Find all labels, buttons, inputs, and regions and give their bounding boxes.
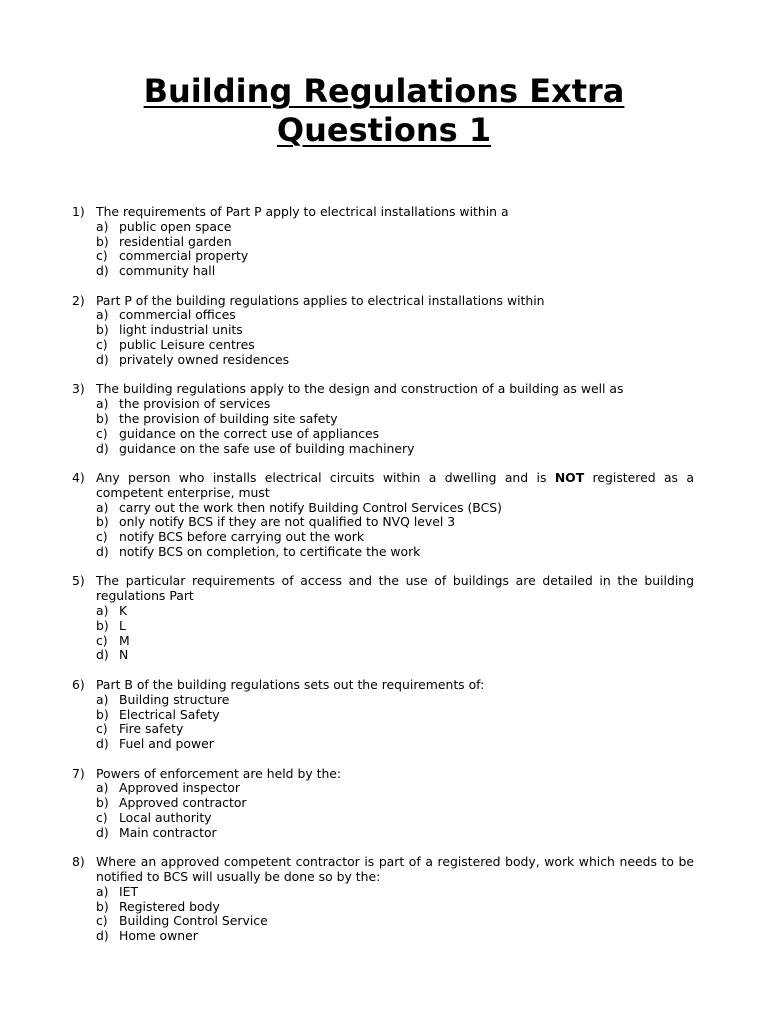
- question-number: 5): [72, 573, 85, 589]
- answer-option: [0, 530, 768, 545]
- option-text: guidance on the safe use of building machinery: [119, 440, 415, 456]
- question-4: [0, 471, 768, 560]
- answer-option: [0, 353, 768, 368]
- option-text: only notify BCS if they are not qualified to NVQ level 3: [119, 514, 456, 530]
- option-text: Electrical Safety: [119, 706, 220, 722]
- answer-option: [0, 900, 768, 915]
- option-letter: c): [96, 721, 108, 737]
- option-letter: b): [96, 898, 109, 914]
- option-letter: b): [96, 233, 109, 249]
- answer-option: [0, 708, 768, 723]
- option-letter: c): [96, 913, 108, 929]
- option-text: Fuel and power: [119, 736, 214, 752]
- question-text: Powers of enforcement are held by the:: [96, 765, 342, 781]
- option-text: IET: [119, 883, 139, 899]
- option-letter: c): [96, 632, 108, 648]
- question-number: 1): [72, 204, 85, 219]
- option-text: L: [119, 617, 126, 633]
- question-text: [96, 471, 694, 501]
- question-text: Part B of the building regulations sets out the requirements of:: [96, 676, 485, 692]
- option-text: the provision of building site safety: [119, 410, 338, 426]
- question-number: 7): [72, 765, 85, 781]
- answer-option: [0, 722, 768, 737]
- question-3: [0, 382, 768, 456]
- option-text: K: [119, 603, 128, 619]
- option-text: the provision of services: [119, 396, 271, 412]
- question-text: Where an approved competent contractor is part of a registered body, work which needs to be notified to BCS will usually be done so by the:: [96, 854, 694, 885]
- option-text: M: [119, 632, 130, 648]
- option-letter: d): [96, 647, 109, 663]
- option-letter: d): [96, 263, 109, 279]
- question-number: 8): [72, 854, 85, 870]
- question-7: [0, 767, 768, 841]
- answer-option: [0, 545, 768, 560]
- option-text: Local authority: [119, 810, 212, 826]
- option-text: Building Control Service: [119, 913, 268, 929]
- answer-option: [0, 338, 768, 353]
- option-text: community hall: [119, 263, 216, 279]
- answer-option: [0, 648, 768, 663]
- option-text: Approved inspector: [119, 780, 240, 796]
- option-letter: c): [96, 425, 108, 441]
- option-letter: b): [96, 410, 109, 426]
- option-text: notify BCS before carrying out the work: [119, 529, 364, 545]
- question-8: [0, 855, 768, 944]
- answer-option: [0, 604, 768, 619]
- option-letter: c): [96, 529, 108, 545]
- option-text: commercial property: [119, 248, 249, 264]
- question-text: The requirements of Part P apply to electrical installations within a: [96, 204, 509, 219]
- answer-option: [0, 737, 768, 752]
- answer-option: [0, 811, 768, 826]
- answer-option: [0, 914, 768, 929]
- option-text: Fire safety: [119, 721, 184, 737]
- option-letter: c): [96, 248, 108, 264]
- option-letter: a): [96, 691, 109, 707]
- answer-option: [0, 308, 768, 323]
- question-number: 2): [72, 292, 85, 308]
- question-1: [0, 205, 768, 279]
- question-list: [0, 205, 768, 959]
- answer-option: [0, 693, 768, 708]
- option-text: guidance on the correct use of appliances: [119, 425, 380, 441]
- answer-option: [0, 929, 768, 944]
- option-letter: b): [96, 514, 109, 530]
- option-letter: c): [96, 810, 108, 826]
- option-letter: d): [96, 440, 109, 456]
- question-2: [0, 294, 768, 368]
- answer-option: [0, 826, 768, 841]
- question-number: 6): [72, 676, 85, 692]
- question-emphasis: NOT: [554, 470, 585, 486]
- option-letter: a): [96, 603, 109, 619]
- answer-option: [0, 885, 768, 900]
- answer-option: [0, 249, 768, 264]
- question-number: 3): [72, 381, 85, 397]
- answer-option: [0, 427, 768, 442]
- answer-option: [0, 796, 768, 811]
- option-letter: a): [96, 499, 109, 515]
- option-text: Home owner: [119, 928, 198, 944]
- option-text: N: [119, 647, 129, 663]
- answer-option: [0, 501, 768, 516]
- answer-option: [0, 619, 768, 634]
- answer-option: [0, 323, 768, 338]
- option-letter: d): [96, 544, 109, 559]
- answer-option: [0, 397, 768, 412]
- option-letter: b): [96, 617, 109, 633]
- answer-option: [0, 235, 768, 250]
- answer-option: [0, 264, 768, 279]
- question-text: The particular requirements of access and the use of buildings are detailed in the building regulations Part: [96, 573, 694, 604]
- option-text: public Leisure centres: [119, 337, 255, 353]
- option-letter: a): [96, 218, 109, 234]
- option-letter: b): [96, 322, 109, 338]
- answer-option: [0, 220, 768, 235]
- option-letter: c): [96, 337, 108, 353]
- option-letter: d): [96, 824, 109, 840]
- option-text: Registered body: [119, 898, 220, 914]
- option-letter: b): [96, 795, 109, 811]
- option-letter: a): [96, 307, 109, 323]
- document-title-line-2: Questions 1: [276, 111, 492, 149]
- option-letter: a): [96, 883, 109, 899]
- answer-option: [0, 412, 768, 427]
- option-text: notify BCS on completion, to certificate the work: [119, 544, 421, 559]
- option-letter: a): [96, 780, 109, 796]
- question-6: [0, 678, 768, 752]
- option-letter: d): [96, 736, 109, 752]
- option-text: light industrial units: [119, 322, 243, 338]
- option-text: Building structure: [119, 691, 230, 707]
- document-title-line-1: Building Regulations Extra: [143, 72, 625, 110]
- question-number: 4): [72, 470, 85, 486]
- option-letter: a): [96, 396, 109, 412]
- question-text: The building regulations apply to the design and construction of a building as well as: [96, 381, 624, 397]
- option-text: Approved contractor: [119, 795, 247, 811]
- option-text: carry out the work then notify Building Control Services (BCS): [119, 499, 502, 515]
- answer-option: [0, 634, 768, 649]
- option-text: commercial offices: [119, 307, 236, 323]
- answer-option: [0, 515, 768, 530]
- option-text: privately owned residences: [119, 351, 290, 367]
- answer-option: [0, 781, 768, 796]
- question-text-part: registered as a competent enterprise, must: [96, 470, 694, 500]
- option-text: public open space: [119, 218, 232, 234]
- option-letter: b): [96, 706, 109, 722]
- option-letter: d): [96, 928, 109, 944]
- answer-option: [0, 442, 768, 457]
- question-text: Part P of the building regulations applies to electrical installations within: [96, 292, 545, 308]
- question-text-part: Any person who installs electrical circuits within a dwelling and is: [96, 470, 555, 486]
- option-text: residential garden: [119, 233, 232, 249]
- option-text: Main contractor: [119, 824, 217, 840]
- question-5: [0, 574, 768, 663]
- option-letter: d): [96, 351, 109, 367]
